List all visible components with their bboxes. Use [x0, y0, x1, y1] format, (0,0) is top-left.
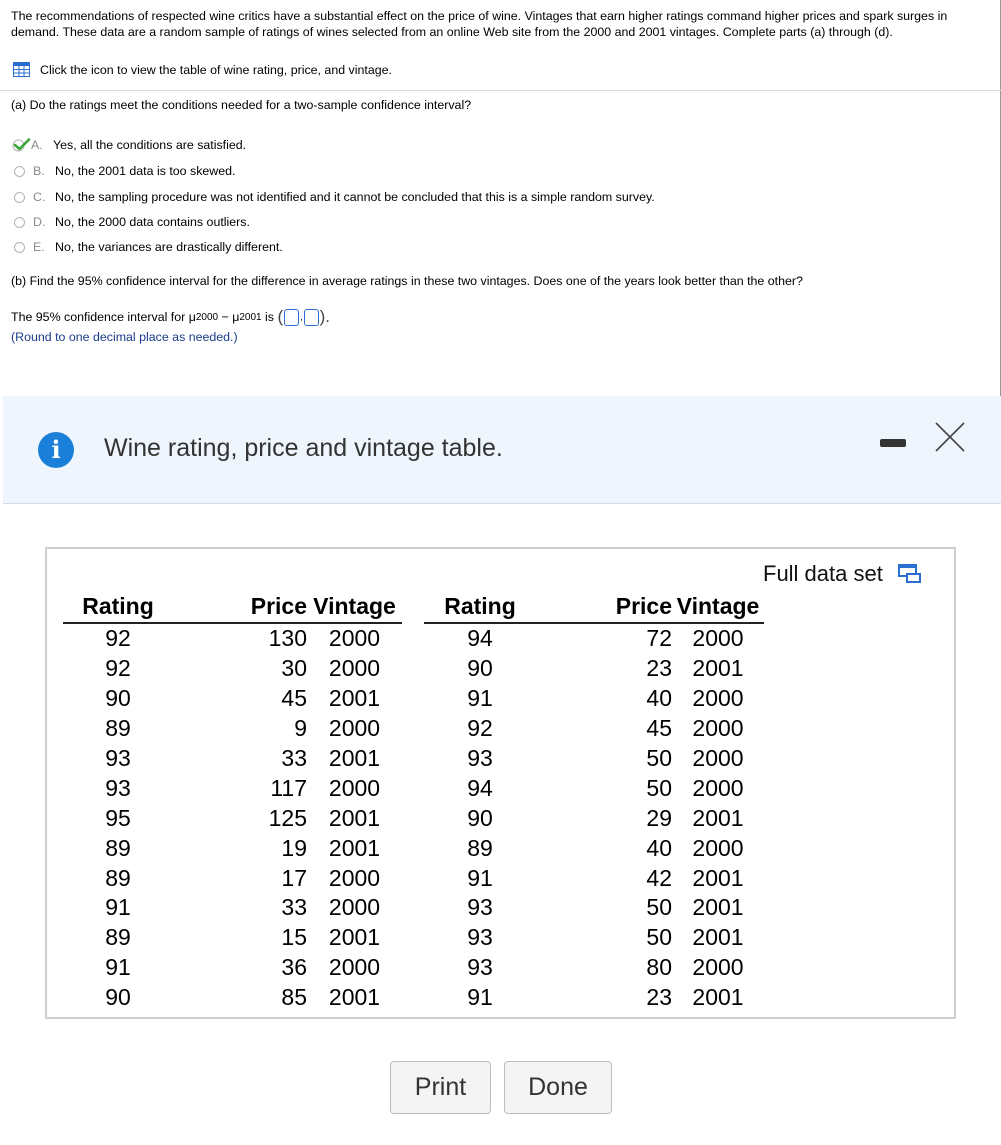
header-vintage: Vintage	[307, 591, 402, 623]
popup-title: Wine rating, price and vintage table.	[104, 434, 503, 462]
cell-price: 117	[270, 774, 307, 801]
mu-symbol-1: μ	[188, 310, 196, 324]
cell-gap	[536, 654, 602, 684]
cell-rating: 89	[467, 834, 493, 861]
cell-rating: 93	[467, 894, 493, 921]
table-row	[63, 803, 402, 833]
table-row	[424, 923, 764, 953]
cell-rating: 90	[105, 984, 131, 1011]
header-price: Price	[602, 591, 672, 623]
cell-gap	[536, 684, 602, 714]
cell-price: 50	[646, 894, 672, 921]
cell-vintage: 2000	[328, 864, 381, 891]
data-table-left	[63, 591, 402, 1013]
cell-gap	[536, 803, 602, 833]
cell-vintage: 2000	[692, 685, 744, 712]
cell-price: 9	[294, 715, 307, 742]
cell-price: 125	[268, 804, 307, 831]
choice-b[interactable]	[14, 164, 235, 178]
paren-close: ).	[319, 307, 331, 326]
cell-rating: 89	[105, 864, 131, 891]
cell-gap	[173, 983, 243, 1013]
cell-gap	[173, 773, 243, 803]
question-intro: The recommendations of respected wine critics have a substantial effect on the price of wine. Vintages that earn higher ratings command higher prices and spark surges in demand. These data are a random sample of ratings of wines selected from an online Web site from the 2000 and 2001 vintages. Complete parts (a) through (d).	[11, 9, 948, 39]
choice-text: No, the variances are drastically different.	[55, 240, 283, 254]
cell-price: 45	[646, 715, 672, 742]
cell-gap	[173, 923, 243, 953]
cell-rating: 90	[467, 804, 493, 831]
choice-letter: C.	[33, 190, 46, 204]
choice-letter: E.	[33, 240, 45, 254]
cell-gap	[173, 714, 243, 744]
cell-vintage: 2001	[692, 984, 744, 1011]
cell-rating: 94	[467, 774, 493, 801]
cell-vintage: 2001	[328, 804, 381, 831]
cell-vintage: 2001	[328, 834, 381, 861]
copy-icon[interactable]	[898, 564, 922, 584]
radio-button[interactable]	[14, 166, 25, 177]
cell-price: 50	[646, 924, 672, 951]
cell-gap	[173, 744, 243, 774]
table-row	[63, 773, 402, 803]
done-button[interactable]: Done	[504, 1061, 612, 1114]
comma: ,	[300, 312, 303, 322]
cell-gap	[173, 833, 243, 863]
cell-gap	[173, 623, 243, 654]
cell-price: 29	[646, 804, 672, 831]
radio-button[interactable]	[14, 242, 25, 253]
view-table-link[interactable]	[13, 62, 392, 77]
cell-price: 33	[281, 745, 307, 771]
cell-price: 30	[281, 655, 307, 682]
radio-button[interactable]	[14, 217, 25, 228]
header-rating: Rating	[424, 591, 536, 623]
divider	[0, 90, 1001, 91]
choice-text: No, the 2001 data is too skewed.	[55, 164, 236, 178]
table-row	[424, 623, 764, 654]
data-table-right	[424, 591, 764, 1013]
cell-gap	[173, 684, 243, 714]
cell-vintage: 2000	[328, 715, 381, 742]
minus-sign: −	[218, 310, 233, 324]
table-row	[424, 773, 764, 803]
table-row	[63, 893, 402, 923]
cell-rating: 90	[467, 655, 493, 682]
cell-gap	[536, 744, 602, 774]
choice-text: No, the sampling procedure was not identified and it cannot be concluded that this is a simple random survey.	[55, 190, 655, 204]
cell-rating: 90	[105, 685, 131, 712]
choice-d[interactable]	[14, 215, 250, 229]
cell-price: 15	[281, 924, 307, 951]
cell-gap	[536, 923, 602, 953]
table-row	[63, 863, 402, 893]
cell-rating: 93	[105, 745, 131, 771]
paren-open: (	[277, 307, 284, 326]
mu-symbol-2: μ	[232, 310, 240, 324]
cell-vintage: 2000	[692, 745, 744, 771]
cell-rating: 93	[467, 954, 493, 981]
cell-price: 85	[281, 984, 307, 1011]
part-a-question: (a) Do the ratings meet the conditions needed for a two-sample confidence interval?	[11, 98, 472, 112]
cell-vintage: 2001	[328, 924, 381, 951]
cell-price: 40	[646, 834, 672, 861]
cell-price: 23	[646, 984, 672, 1011]
cell-price: 17	[281, 864, 307, 891]
cell-rating: 93	[467, 924, 493, 951]
check-icon[interactable]	[12, 138, 31, 152]
table-row	[63, 684, 402, 714]
close-icon[interactable]	[933, 420, 967, 454]
choice-a[interactable]	[12, 138, 246, 152]
cell-rating: 93	[467, 745, 493, 771]
cell-gap	[173, 953, 243, 983]
info-icon: i	[38, 432, 74, 468]
mu-subscript-2: 2001	[239, 311, 262, 323]
table-row	[424, 714, 764, 744]
cell-vintage: 2001	[692, 804, 744, 831]
cell-gap	[536, 953, 602, 983]
cell-vintage: 2000	[328, 625, 381, 652]
choice-text: Yes, all the conditions are satisfied.	[53, 138, 247, 152]
cell-vintage: 2000	[328, 774, 381, 801]
mu-subscript-1: 2000	[195, 311, 219, 323]
choice-letter: A.	[31, 138, 43, 152]
cell-vintage: 2000	[692, 954, 744, 981]
cell-price: 36	[281, 954, 307, 981]
cell-gap	[173, 863, 243, 893]
cell-gap	[536, 983, 602, 1013]
header-vintage: Vintage	[672, 591, 764, 623]
cell-gap	[536, 893, 602, 923]
header-price: Price	[243, 591, 307, 623]
cell-vintage: 2000	[328, 655, 381, 682]
table-icon[interactable]	[13, 62, 30, 77]
cell-price: 50	[646, 745, 672, 771]
cell-rating: 94	[467, 625, 493, 652]
cell-rating: 91	[105, 894, 131, 921]
table-row	[63, 654, 402, 684]
cell-gap	[173, 803, 243, 833]
cell-price: 23	[646, 655, 672, 682]
part-b-question: (b) Find the 95% confidence interval for the difference in average ratings in these two vintages. Does one of the years look better than the other?	[11, 274, 803, 288]
choice-letter: D.	[33, 215, 46, 229]
table-row	[424, 863, 764, 893]
choice-text: No, the 2000 data contains outliers.	[55, 215, 250, 229]
data-table-frame	[45, 547, 956, 1019]
cell-price: 50	[646, 774, 672, 801]
table-row	[424, 833, 764, 863]
cell-price: 45	[281, 685, 307, 712]
table-row	[424, 654, 764, 684]
table-row	[63, 623, 402, 654]
table-row	[424, 744, 764, 774]
cell-rating: 91	[467, 685, 493, 712]
cell-rating: 92	[467, 715, 493, 742]
cell-price: 130	[268, 625, 307, 652]
cell-price: 40	[646, 685, 672, 712]
cell-gap	[173, 654, 243, 684]
cell-vintage: 2001	[328, 685, 381, 712]
table-row	[63, 833, 402, 863]
table-popup	[3, 396, 1001, 1145]
ci-upper-input[interactable]	[304, 309, 319, 326]
table-row	[63, 953, 402, 983]
cell-rating: 93	[105, 774, 131, 801]
table-row	[424, 983, 764, 1013]
minimize-icon[interactable]	[880, 439, 906, 447]
cell-rating: 89	[105, 924, 131, 951]
cell-price: 42	[646, 864, 672, 891]
header-rating: Rating	[63, 591, 173, 623]
cell-vintage: 2000	[692, 774, 744, 801]
choice-c[interactable]	[14, 190, 655, 204]
cell-vintage: 2000	[328, 954, 381, 981]
cell-gap	[536, 773, 602, 803]
cell-gap	[536, 863, 602, 893]
cell-rating: 89	[105, 715, 131, 742]
cell-vintage: 2001	[328, 984, 381, 1011]
cell-rating: 95	[105, 804, 131, 831]
cell-rating: 92	[105, 655, 131, 682]
cell-rating: 91	[467, 984, 493, 1011]
ci-prefix: The 95% confidence interval for	[11, 310, 189, 324]
cell-gap	[536, 623, 602, 654]
cell-vintage: 2001	[328, 745, 381, 771]
header-gap	[173, 591, 243, 623]
cell-vintage: 2000	[328, 894, 381, 921]
cell-gap	[173, 893, 243, 923]
rounding-hint: (Round to one decimal place as needed.)	[11, 330, 238, 344]
table-row	[424, 893, 764, 923]
cell-rating: 92	[105, 625, 131, 652]
ci-lower-input[interactable]	[284, 309, 299, 326]
cell-vintage: 2001	[692, 864, 744, 891]
cell-rating: 91	[467, 864, 493, 891]
cell-gap	[536, 714, 602, 744]
cell-vintage: 2001	[692, 655, 744, 682]
view-table-text[interactable]: Click the icon to view the table of wine rating, price, and vintage.	[40, 62, 392, 77]
table-row	[424, 684, 764, 714]
table-row	[424, 803, 764, 833]
cell-price: 72	[646, 625, 672, 652]
ci-is: is	[261, 310, 278, 324]
full-data-set-link[interactable]	[763, 561, 922, 587]
print-button[interactable]: Print	[390, 1061, 491, 1114]
cell-vintage: 2000	[692, 715, 744, 742]
cell-rating: 89	[105, 834, 131, 861]
choice-e[interactable]	[14, 240, 283, 254]
popup-header	[3, 396, 1001, 504]
radio-button[interactable]	[14, 192, 25, 203]
cell-rating: 91	[105, 954, 131, 981]
cell-vintage: 2000	[692, 834, 744, 861]
cell-gap	[536, 833, 602, 863]
question-panel	[0, 0, 1001, 396]
table-row	[63, 714, 402, 744]
cell-vintage: 2001	[692, 924, 744, 951]
cell-price: 19	[281, 834, 307, 861]
ci-answer-line	[11, 307, 330, 327]
table-row	[424, 953, 764, 983]
table-row	[63, 983, 402, 1013]
table-row	[63, 744, 402, 774]
cell-vintage: 2000	[692, 625, 744, 652]
cell-vintage: 2001	[692, 894, 744, 921]
header-gap	[536, 591, 602, 623]
choice-letter: B.	[33, 164, 45, 178]
cell-price: 33	[281, 894, 307, 921]
cell-price: 80	[646, 954, 672, 981]
full-data-set-label[interactable]: Full data set	[763, 561, 883, 586]
table-row	[63, 923, 402, 953]
